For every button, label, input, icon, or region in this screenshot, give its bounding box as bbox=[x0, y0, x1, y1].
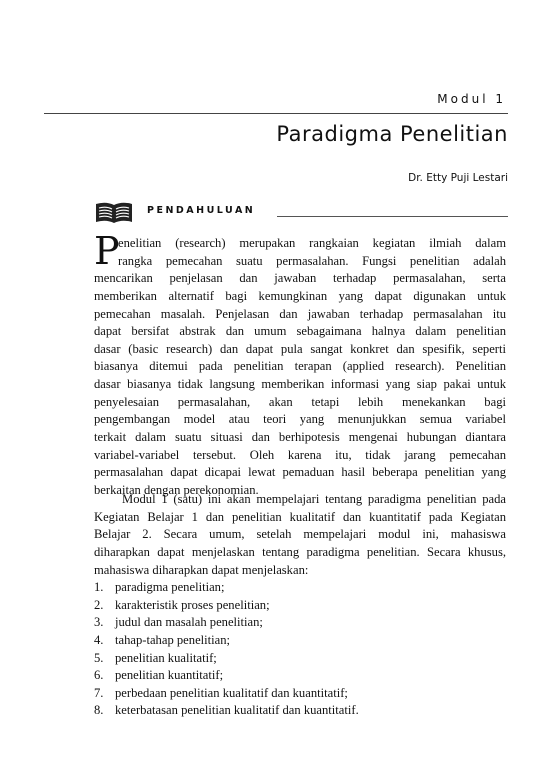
drop-cap: P bbox=[94, 229, 120, 273]
paragraph-line: mahasiswa diharapkan dapat menjelaskan: bbox=[94, 562, 309, 577]
list-item bbox=[94, 685, 506, 703]
paragraph-line: Kegiatan Belajar 1 dan penelitian kualitatif dan kuantitatif pada Kegiatan bbox=[94, 509, 506, 524]
paragraph-line: terkait dalam suatu situasi dan berhipotesis mengenai hubungan diantara bbox=[94, 430, 506, 445]
list-number: 1. bbox=[94, 580, 104, 594]
list-item bbox=[94, 597, 506, 615]
objectives-paragraph bbox=[94, 491, 506, 579]
paragraph-line: rangka pemecahan suatu permasalahan. Fungsi penelitian adalah bbox=[118, 253, 506, 268]
module-label: Modul 1 bbox=[437, 92, 506, 106]
paragraph-line: biasanya ditemui pada penelitian terapan (applied research). Penelitian bbox=[94, 359, 506, 374]
paragraph-line: dapat bersifat abstrak dan umum sebagaimana halnya dalam penelitian bbox=[94, 324, 506, 339]
paragraph-line: variabel-variabel tersebut. Oleh karena itu, tidak jarang pemecahan bbox=[94, 447, 506, 462]
list-text: penelitian kualitatif; bbox=[115, 650, 217, 665]
section-heading: PENDAHULUAN bbox=[147, 205, 256, 216]
list-item bbox=[94, 614, 506, 632]
list-number: 8. bbox=[94, 703, 104, 718]
list-text: penelitian kuantitatif; bbox=[115, 668, 224, 683]
list-number: 7. bbox=[94, 685, 104, 700]
list-number: 6. bbox=[94, 668, 104, 683]
paragraph-line: memberikan alternatif bagi kemungkinan yang dapat digunakan untuk bbox=[94, 288, 506, 303]
list-number: 4. bbox=[94, 632, 104, 647]
list-text: paradigma penelitian; bbox=[115, 580, 225, 594]
list-item bbox=[94, 632, 506, 650]
list-item bbox=[94, 650, 506, 668]
list-item bbox=[94, 667, 506, 685]
list-number: 2. bbox=[94, 597, 104, 612]
list-number: 3. bbox=[94, 615, 104, 630]
intro-paragraph bbox=[94, 235, 506, 500]
list-text: perbedaan penelitian kualitatif dan kuantitatif; bbox=[115, 685, 348, 700]
paragraph-line: dasar (basic research) dan dapat pula sangat konkret dan spesifik, seperti bbox=[94, 341, 506, 356]
list-item bbox=[94, 702, 506, 720]
objectives-list bbox=[94, 579, 506, 720]
paragraph-line: dasar biasanya tidak langsung memberikan informasi yang siap pakai untuk bbox=[94, 377, 506, 392]
paragraph-line: mencarikan penjelasan dan jawaban terhadap permasalahan, serta bbox=[94, 271, 506, 286]
paragraph-line: Belajar 2. Secara umum, setelah mempelajari modul ini, mahasiswa bbox=[94, 527, 506, 542]
list-text: keterbatasan penelitian kualitatif dan kuantitatif. bbox=[115, 703, 359, 718]
list-text: judul dan masalah penelitian; bbox=[115, 615, 263, 630]
list-text: karakteristik proses penelitian; bbox=[115, 597, 270, 612]
paragraph-line: permasalahan dapat dicapai lewat pemaduan hasil beberapa penelitian yang bbox=[94, 465, 506, 480]
paragraph-line: pengembangan model atau teori yang menunjukkan semua variabel bbox=[94, 412, 506, 427]
module-divider bbox=[44, 113, 508, 114]
book-pages-icon bbox=[94, 200, 134, 226]
paragraph-line: penyelesaian permasalahan, akan tetapi lebih menekankan bagi bbox=[94, 394, 506, 409]
paragraph-line: pemecahan masalah. Penjelasan dan jawaban terhadap permasalahan itu bbox=[94, 306, 506, 321]
paragraph-line: enelitian (research) merupakan rangkaian kegiatan ilmiah dalam bbox=[118, 236, 506, 250]
paragraph-line: berkaitan dengan perekonomian. bbox=[94, 482, 259, 497]
page-title: Paradigma Penelitian bbox=[276, 122, 508, 146]
list-item bbox=[94, 579, 506, 597]
list-text: tahap-tahap penelitian; bbox=[115, 632, 231, 647]
paragraph-line: Modul 1 (satu) ini akan mempelajari tentang paradigma penelitian pada bbox=[122, 492, 506, 506]
paragraph-line: diharapkan dapat menjelaskan tentang paradigma penelitian. Secara khusus, bbox=[94, 544, 506, 559]
list-number: 5. bbox=[94, 650, 104, 665]
section-divider bbox=[277, 216, 508, 217]
author-name: Dr. Etty Puji Lestari bbox=[408, 172, 508, 184]
